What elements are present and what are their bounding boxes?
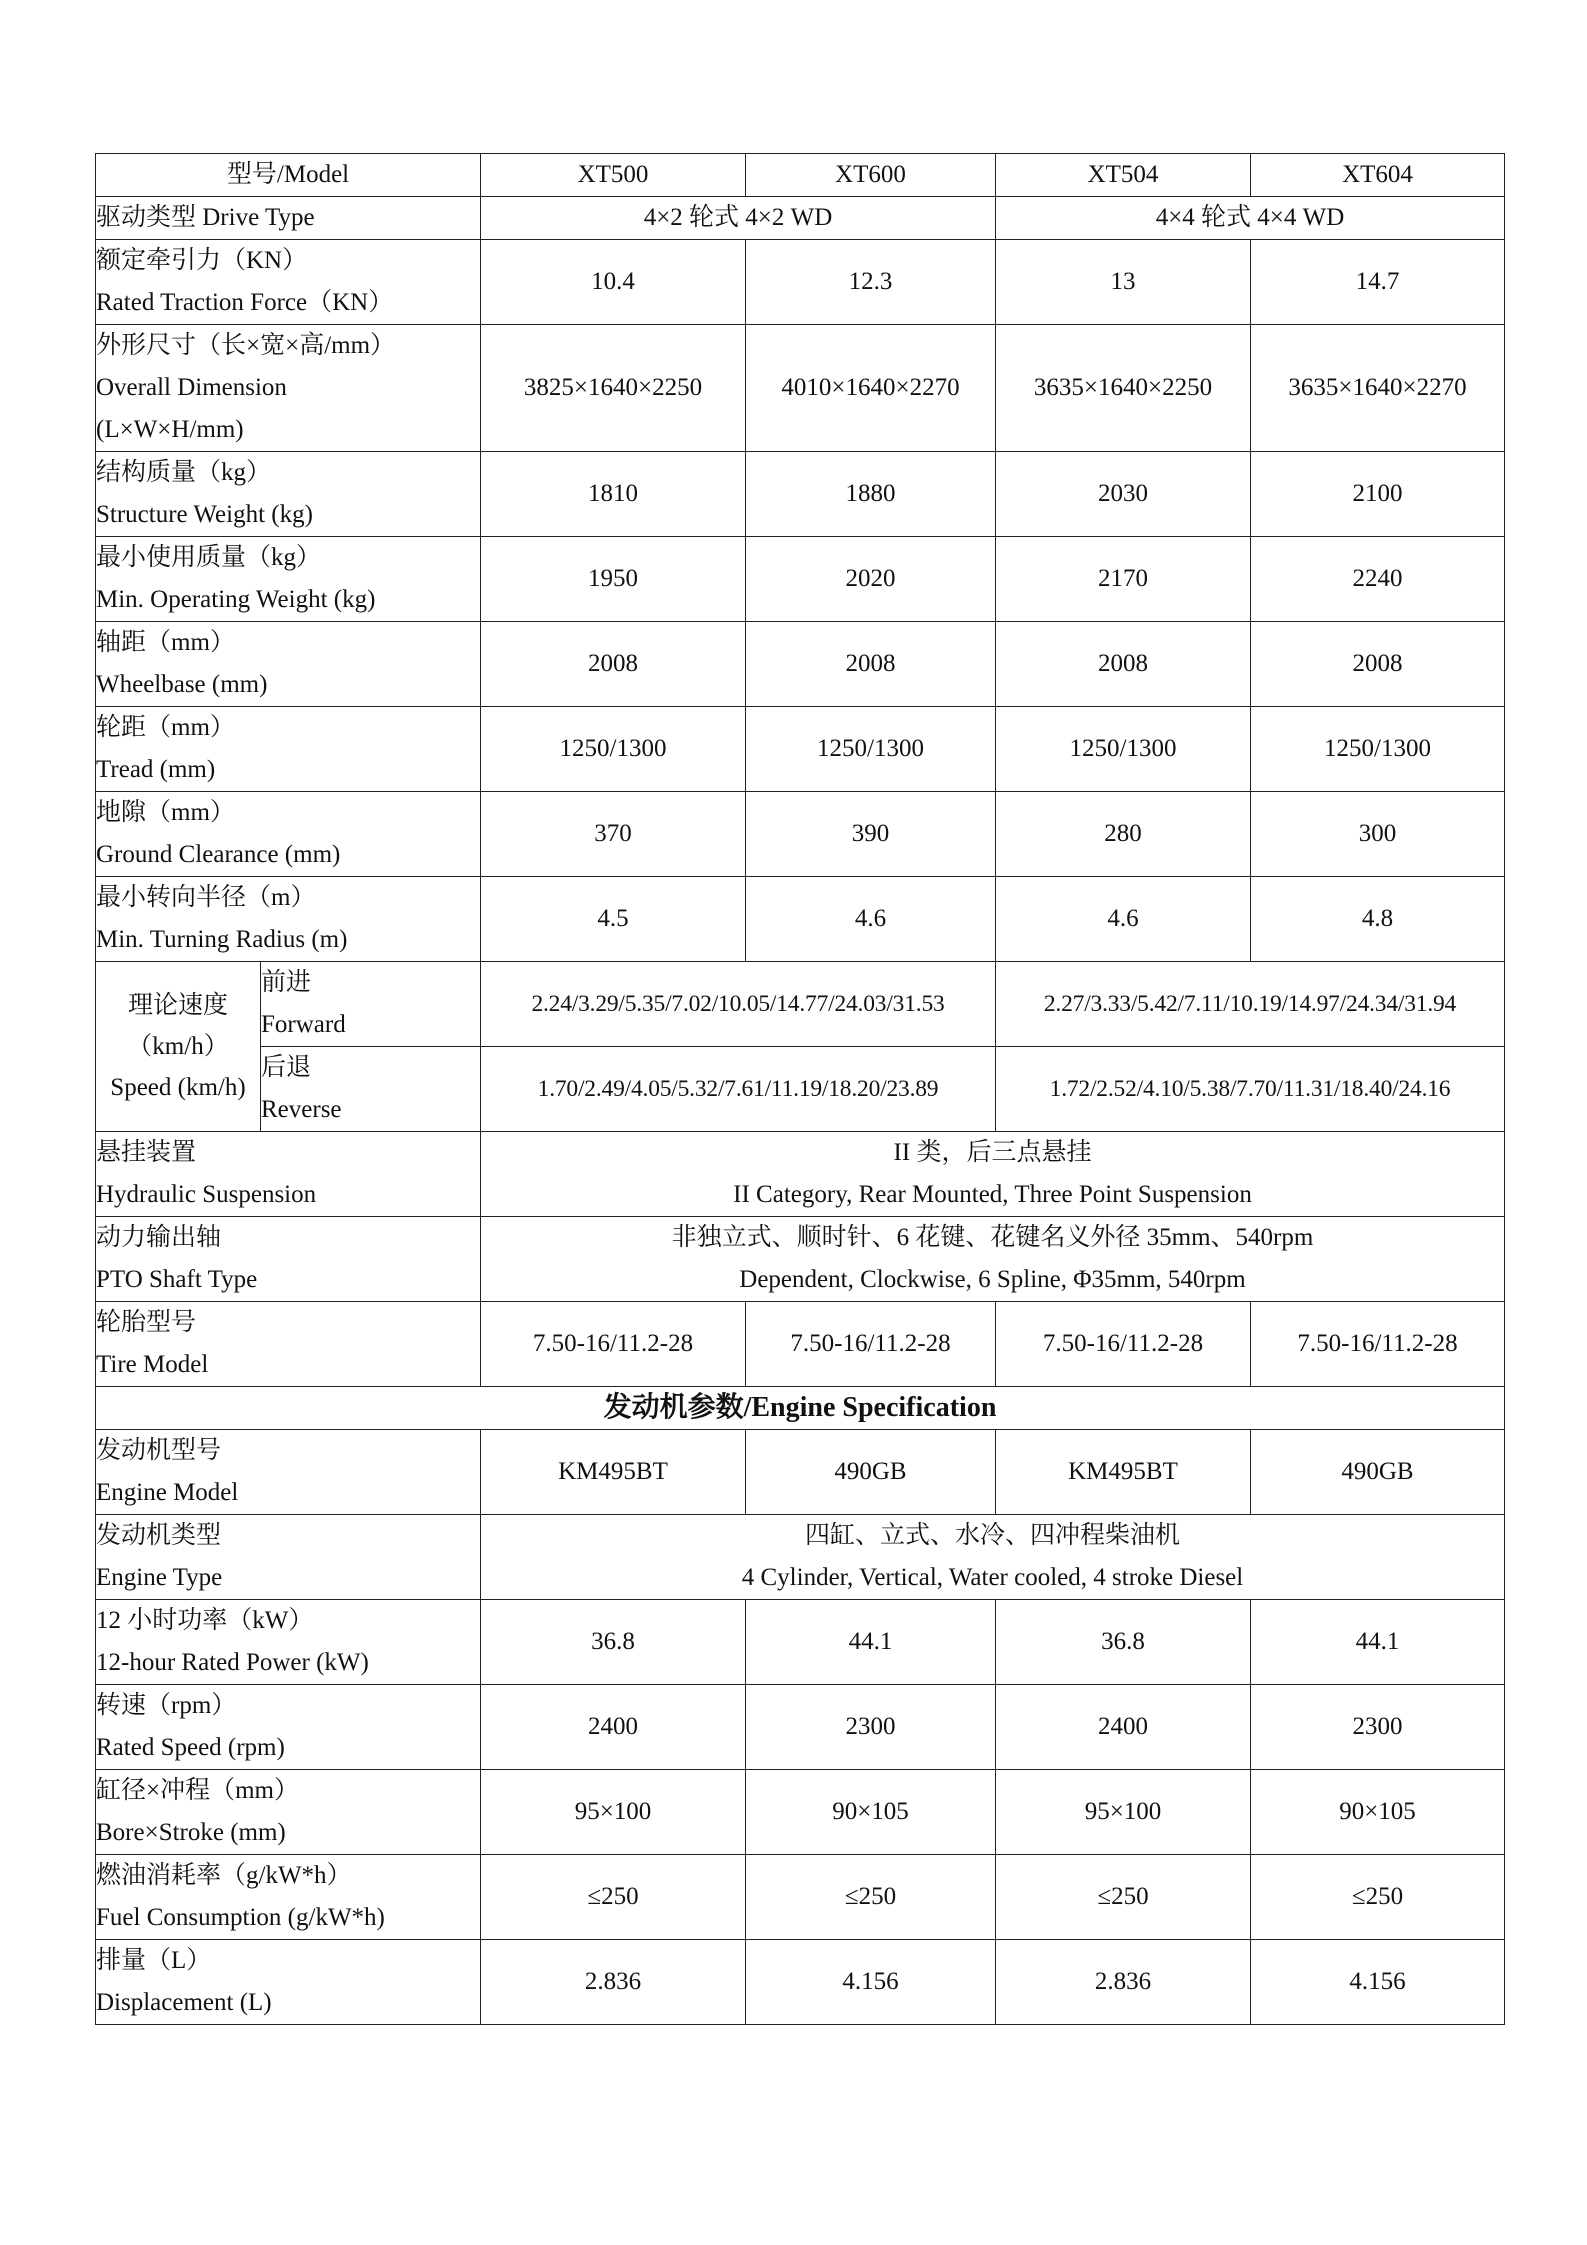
table-row bbox=[96, 240, 1505, 325]
label-zh: 悬挂装置 bbox=[96, 1139, 197, 1166]
row-label bbox=[96, 622, 481, 707]
forward-zh: 前进 bbox=[261, 969, 312, 996]
label-zh: 外形尺寸（长×宽×高/mm） bbox=[96, 332, 396, 359]
label-en: 12-hour Rated Power (kW) bbox=[96, 1649, 369, 1676]
engine-type-value bbox=[481, 1515, 1505, 1600]
label-zh: 额定牵引力（KN） bbox=[96, 247, 308, 274]
label-zh: 转速（rpm） bbox=[96, 1692, 237, 1719]
cell-value: 7.50-16/11.2-28 bbox=[746, 1302, 996, 1387]
cell-value: 1250/1300 bbox=[1251, 707, 1505, 792]
forward-speeds-2wd: 2.24/3.29/5.35/7.02/10.05/14.77/24.03/31.53 bbox=[481, 962, 996, 1047]
model-label: 型号/Model bbox=[96, 154, 481, 197]
cell-value: 1810 bbox=[481, 452, 746, 537]
label-zh: 轮胎型号 bbox=[96, 1309, 197, 1336]
label-en: Overall Dimension bbox=[96, 374, 287, 401]
row-label bbox=[96, 1302, 481, 1387]
cell-value: 95×100 bbox=[996, 1770, 1251, 1855]
cell-value: 13 bbox=[996, 240, 1251, 325]
row-label bbox=[96, 537, 481, 622]
cell-value: ≤250 bbox=[1251, 1855, 1505, 1940]
speed-label-en: Speed (km/h) bbox=[110, 1074, 246, 1101]
row-label bbox=[96, 1515, 481, 1600]
model-xt604: XT604 bbox=[1251, 154, 1505, 197]
label-en: Tread (mm) bbox=[96, 756, 216, 783]
row-label bbox=[96, 1430, 481, 1515]
label-zh: 发动机类型 bbox=[96, 1522, 222, 1549]
label-zh: 12 小时功率（kW） bbox=[96, 1607, 314, 1634]
engine-section-title: 发动机参数/Engine Specification bbox=[96, 1387, 1505, 1430]
table-row bbox=[96, 792, 1505, 877]
reverse-speeds-4wd: 1.72/2.52/4.10/5.38/7.70/11.31/18.40/24.16 bbox=[996, 1047, 1505, 1132]
cell-value: 1250/1300 bbox=[481, 707, 746, 792]
label-en: Engine Model bbox=[96, 1479, 239, 1506]
cell-value: 2300 bbox=[746, 1685, 996, 1770]
value-zh: 四缸、立式、水冷、四冲程柴油机 bbox=[804, 1522, 1180, 1549]
cell-value: 4.156 bbox=[746, 1940, 996, 2025]
cell-value: 2008 bbox=[481, 622, 746, 707]
overall-dimension-row bbox=[96, 325, 1505, 452]
cell-value: 4.6 bbox=[996, 877, 1251, 962]
cell-value: ≤250 bbox=[996, 1855, 1251, 1940]
table-row bbox=[96, 537, 1505, 622]
cell-value: 36.8 bbox=[481, 1600, 746, 1685]
cell-value: 370 bbox=[481, 792, 746, 877]
label-zh: 地隙（mm） bbox=[96, 799, 235, 826]
cell-value: 4.6 bbox=[746, 877, 996, 962]
row-label bbox=[96, 1685, 481, 1770]
label-en: Min. Turning Radius (m) bbox=[96, 926, 348, 953]
row-label bbox=[96, 1132, 481, 1217]
cell-value: 1250/1300 bbox=[996, 707, 1251, 792]
table-row bbox=[96, 877, 1505, 962]
cell-value: 4.8 bbox=[1251, 877, 1505, 962]
cell-value: 90×105 bbox=[746, 1770, 996, 1855]
table-row bbox=[96, 622, 1505, 707]
cell-value: 1880 bbox=[746, 452, 996, 537]
cell-value: 390 bbox=[746, 792, 996, 877]
reverse-label bbox=[261, 1047, 481, 1132]
reverse-zh: 后退 bbox=[261, 1054, 312, 1081]
drive-type-label: 驱动类型 Drive Type bbox=[96, 197, 481, 240]
label-en: Engine Type bbox=[96, 1564, 223, 1591]
table-row bbox=[96, 1940, 1505, 2025]
cell-value: 2100 bbox=[1251, 452, 1505, 537]
cell-value: 1250/1300 bbox=[746, 707, 996, 792]
engine-type-row bbox=[96, 1515, 1505, 1600]
cell-value: 2400 bbox=[996, 1685, 1251, 1770]
speed-label bbox=[96, 962, 261, 1132]
cell-value: ≤250 bbox=[746, 1855, 996, 1940]
row-label bbox=[96, 707, 481, 792]
value-en: 4 Cylinder, Vertical, Water cooled, 4 stroke Diesel bbox=[741, 1564, 1244, 1591]
label-en-unit: (L×W×H/mm) bbox=[96, 416, 244, 443]
row-label bbox=[96, 792, 481, 877]
drive-type-row bbox=[96, 197, 1505, 240]
speed-reverse-row bbox=[96, 1047, 1505, 1132]
cell-value: 44.1 bbox=[746, 1600, 996, 1685]
label-zh: 轴距（mm） bbox=[96, 629, 235, 656]
cell-value: 7.50-16/11.2-28 bbox=[996, 1302, 1251, 1387]
row-label bbox=[96, 1940, 481, 2025]
model-xt500: XT500 bbox=[481, 154, 746, 197]
cell-value: 2.836 bbox=[996, 1940, 1251, 2025]
label-en: PTO Shaft Type bbox=[96, 1266, 258, 1293]
cell-value: 3635×1640×2250 bbox=[996, 325, 1251, 452]
label-en: Displacement (L) bbox=[96, 1989, 272, 2016]
cell-value: ≤250 bbox=[481, 1855, 746, 1940]
row-label bbox=[96, 1855, 481, 1940]
value-zh: II 类，后三点悬挂 bbox=[893, 1139, 1092, 1166]
row-label bbox=[96, 1770, 481, 1855]
cell-value: 490GB bbox=[746, 1430, 996, 1515]
label-en: Wheelbase (mm) bbox=[96, 671, 268, 698]
label-zh: 排量（L） bbox=[96, 1947, 212, 1974]
cell-value: 3825×1640×2250 bbox=[481, 325, 746, 452]
label-en: Tire Model bbox=[96, 1351, 209, 1378]
forward-speeds-4wd: 2.27/3.33/5.42/7.11/10.19/14.97/24.34/31.94 bbox=[996, 962, 1505, 1047]
cell-value: 7.50-16/11.2-28 bbox=[481, 1302, 746, 1387]
cell-value: KM495BT bbox=[481, 1430, 746, 1515]
pto-value bbox=[481, 1217, 1505, 1302]
cell-value: 1950 bbox=[481, 537, 746, 622]
label-en: Rated Traction Force（KN） bbox=[96, 289, 394, 316]
cell-value: 280 bbox=[996, 792, 1251, 877]
pto-row bbox=[96, 1217, 1505, 1302]
label-zh: 发动机型号 bbox=[96, 1437, 222, 1464]
cell-value: 4010×1640×2270 bbox=[746, 325, 996, 452]
cell-value: 10.4 bbox=[481, 240, 746, 325]
model-row bbox=[96, 154, 1505, 197]
cell-value: 36.8 bbox=[996, 1600, 1251, 1685]
row-label bbox=[96, 325, 481, 452]
cell-value: 2020 bbox=[746, 537, 996, 622]
cell-value: 12.3 bbox=[746, 240, 996, 325]
label-en: Rated Speed (rpm) bbox=[96, 1734, 285, 1761]
cell-value: 14.7 bbox=[1251, 240, 1505, 325]
cell-value: 4.156 bbox=[1251, 1940, 1505, 2025]
forward-label bbox=[261, 962, 481, 1047]
cell-value: 2.836 bbox=[481, 1940, 746, 2025]
row-label bbox=[96, 1600, 481, 1685]
cell-value: 2008 bbox=[996, 622, 1251, 707]
row-label bbox=[96, 1217, 481, 1302]
speed-label-zh: 理论速度 bbox=[127, 992, 228, 1019]
cell-value: 95×100 bbox=[481, 1770, 746, 1855]
label-zh: 动力输出轴 bbox=[96, 1224, 222, 1251]
label-zh: 轮距（mm） bbox=[96, 714, 235, 741]
engine-model-row bbox=[96, 1430, 1505, 1515]
label-zh: 燃油消耗率（g/kW*h） bbox=[96, 1862, 352, 1889]
cell-value: 44.1 bbox=[1251, 1600, 1505, 1685]
cell-value: 4.5 bbox=[481, 877, 746, 962]
cell-value: 7.50-16/11.2-28 bbox=[1251, 1302, 1505, 1387]
cell-value: 2170 bbox=[996, 537, 1251, 622]
suspension-row bbox=[96, 1132, 1505, 1217]
table-row bbox=[96, 1770, 1505, 1855]
label-en: Hydraulic Suspension bbox=[96, 1181, 317, 1208]
cell-value: 2240 bbox=[1251, 537, 1505, 622]
label-en: Min. Operating Weight (kg) bbox=[96, 586, 376, 613]
reverse-speeds-2wd: 1.70/2.49/4.05/5.32/7.61/11.19/18.20/23.89 bbox=[481, 1047, 996, 1132]
row-label bbox=[96, 877, 481, 962]
row-label bbox=[96, 240, 481, 325]
tire-row bbox=[96, 1302, 1505, 1387]
cell-value: 3635×1640×2270 bbox=[1251, 325, 1505, 452]
suspension-value bbox=[481, 1132, 1505, 1217]
row-label bbox=[96, 452, 481, 537]
cell-value: 2400 bbox=[481, 1685, 746, 1770]
table-row bbox=[96, 1855, 1505, 1940]
value-zh: 非独立式、顺时针、6 花键、花键名义外径 35mm、540rpm bbox=[671, 1224, 1314, 1251]
cell-value: 2008 bbox=[1251, 622, 1505, 707]
cell-value: KM495BT bbox=[996, 1430, 1251, 1515]
label-en: Structure Weight (kg) bbox=[96, 501, 313, 528]
label-zh: 最小转向半径（m） bbox=[96, 884, 316, 911]
cell-value: 90×105 bbox=[1251, 1770, 1505, 1855]
label-en: Bore×Stroke (mm) bbox=[96, 1819, 286, 1846]
label-zh: 最小使用质量（kg） bbox=[96, 544, 322, 571]
reverse-en: Reverse bbox=[261, 1096, 342, 1123]
table-row bbox=[96, 707, 1505, 792]
table-row bbox=[96, 1600, 1505, 1685]
label-en: Ground Clearance (mm) bbox=[96, 841, 341, 868]
cell-value: 2300 bbox=[1251, 1685, 1505, 1770]
value-en: II Category, Rear Mounted, Three Point Suspension bbox=[733, 1181, 1252, 1208]
label-zh: 结构质量（kg） bbox=[96, 459, 272, 486]
spec-table bbox=[95, 153, 1505, 2025]
value-en: Dependent, Clockwise, 6 Spline, Φ35mm, 540rpm bbox=[739, 1266, 1246, 1293]
drive-type-4wd: 4×4 轮式 4×4 WD bbox=[996, 197, 1505, 240]
cell-value: 490GB bbox=[1251, 1430, 1505, 1515]
speed-forward-row bbox=[96, 962, 1505, 1047]
model-xt600: XT600 bbox=[746, 154, 996, 197]
cell-value: 2008 bbox=[746, 622, 996, 707]
engine-section-row bbox=[96, 1387, 1505, 1430]
table-row bbox=[96, 452, 1505, 537]
forward-en: Forward bbox=[261, 1011, 346, 1038]
model-xt504: XT504 bbox=[996, 154, 1251, 197]
speed-label-unit: （km/h） bbox=[127, 1033, 229, 1060]
cell-value: 2030 bbox=[996, 452, 1251, 537]
label-en: Fuel Consumption (g/kW*h) bbox=[96, 1904, 385, 1931]
table-row bbox=[96, 1685, 1505, 1770]
label-zh: 缸径×冲程（mm） bbox=[96, 1777, 299, 1804]
cell-value: 300 bbox=[1251, 792, 1505, 877]
drive-type-2wd: 4×2 轮式 4×2 WD bbox=[481, 197, 996, 240]
